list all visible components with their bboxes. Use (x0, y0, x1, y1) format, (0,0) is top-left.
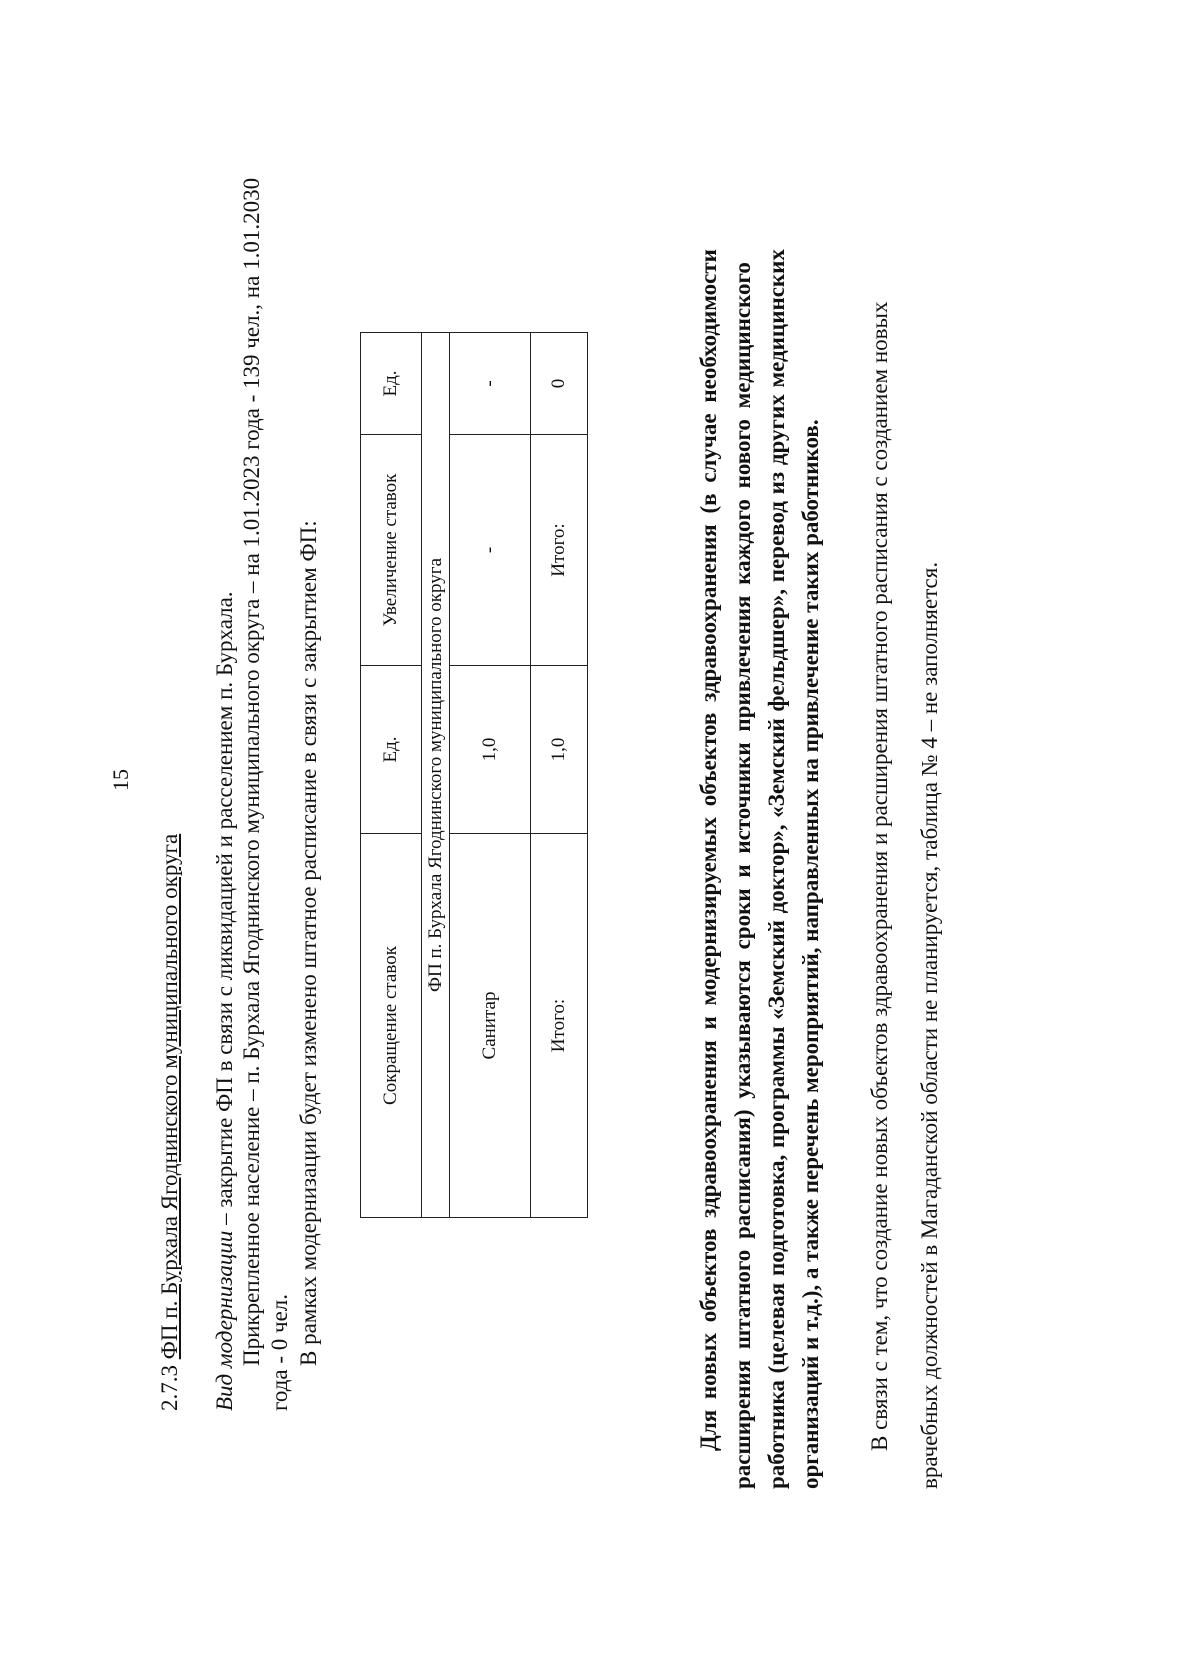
header-cell: Ед. (361, 333, 422, 435)
section-title-link: п. Бурхала Ягоднинского муниципального округа (157, 833, 182, 1325)
table-total-row (531, 333, 588, 1218)
table-cell: - (450, 333, 531, 435)
closing-paragraph-line-2: врачебных должностей в Магаданской области не планируется, таблица № 4 – не заполняется. (917, 561, 942, 1489)
table-row (450, 333, 531, 1218)
bold-paragraph-line-2: расширения штатного расписания) указываются сроки и источники привлечения каждого нового медицинского (730, 262, 755, 1489)
staff-change-table (360, 332, 588, 1218)
population-line-2: года - 0 чел. (267, 1293, 292, 1411)
table-group-row (422, 333, 450, 1218)
bold-paragraph-line-3: работника (целевая подготовка, программы «Земский доктор», «Земский фельдшер», перевод из других медицинских (764, 249, 789, 1489)
modernization-label: Вид модернизации (212, 1230, 237, 1411)
table-cell: Санитар (450, 834, 531, 1218)
section-number: 2.7.3 (157, 1365, 182, 1411)
group-cell: ФП п. Бурхала Ягоднинского муниципального округа (422, 333, 450, 1218)
table-cell: Итого: (531, 834, 588, 1218)
table-cell: 1,0 (531, 666, 588, 834)
table-cell: - (450, 435, 531, 666)
table-cell: 0 (531, 333, 588, 435)
header-cell: Ед. (361, 666, 422, 834)
modernization-text: – закрытие ФП в связи с ликвидацией и расселением п. Бурхала. (212, 591, 237, 1231)
table-cell: Итого: (531, 435, 588, 666)
table-header-row (361, 333, 422, 1218)
bold-paragraph-line-4: организаций и т.д.), а также перечень мероприятий, направленных на привлечение таких работников. (798, 419, 823, 1489)
closing-paragraph-line-1: В связи с тем, что создание новых объектов здравоохранения и расширения штатного расписания с созданием новых (867, 301, 892, 1451)
table-cell: 1,0 (450, 666, 531, 834)
bold-paragraph-line-1: Для новых объектов здравоохранения и модернизируемых объектов здравоохранения (в случае необходимости (696, 249, 721, 1451)
header-cell: Сокращение ставок (361, 834, 422, 1218)
section-heading (158, 834, 181, 1411)
modernization-type (213, 591, 236, 1411)
section-title-prefix: ФП (157, 1324, 182, 1360)
header-cell: Увеличение ставок (361, 435, 422, 666)
population-line-1: Прикрепленное население – п. Бурхала Ягоднинского муниципального округа – на 1.01.2023 года - 139 чел., на 1.01.2030 (239, 177, 264, 1366)
staff-change-note: В рамках модернизации будет изменено штатное расписание в связи с закрытием ФП: (296, 520, 321, 1366)
page-number: 15 (108, 769, 133, 791)
